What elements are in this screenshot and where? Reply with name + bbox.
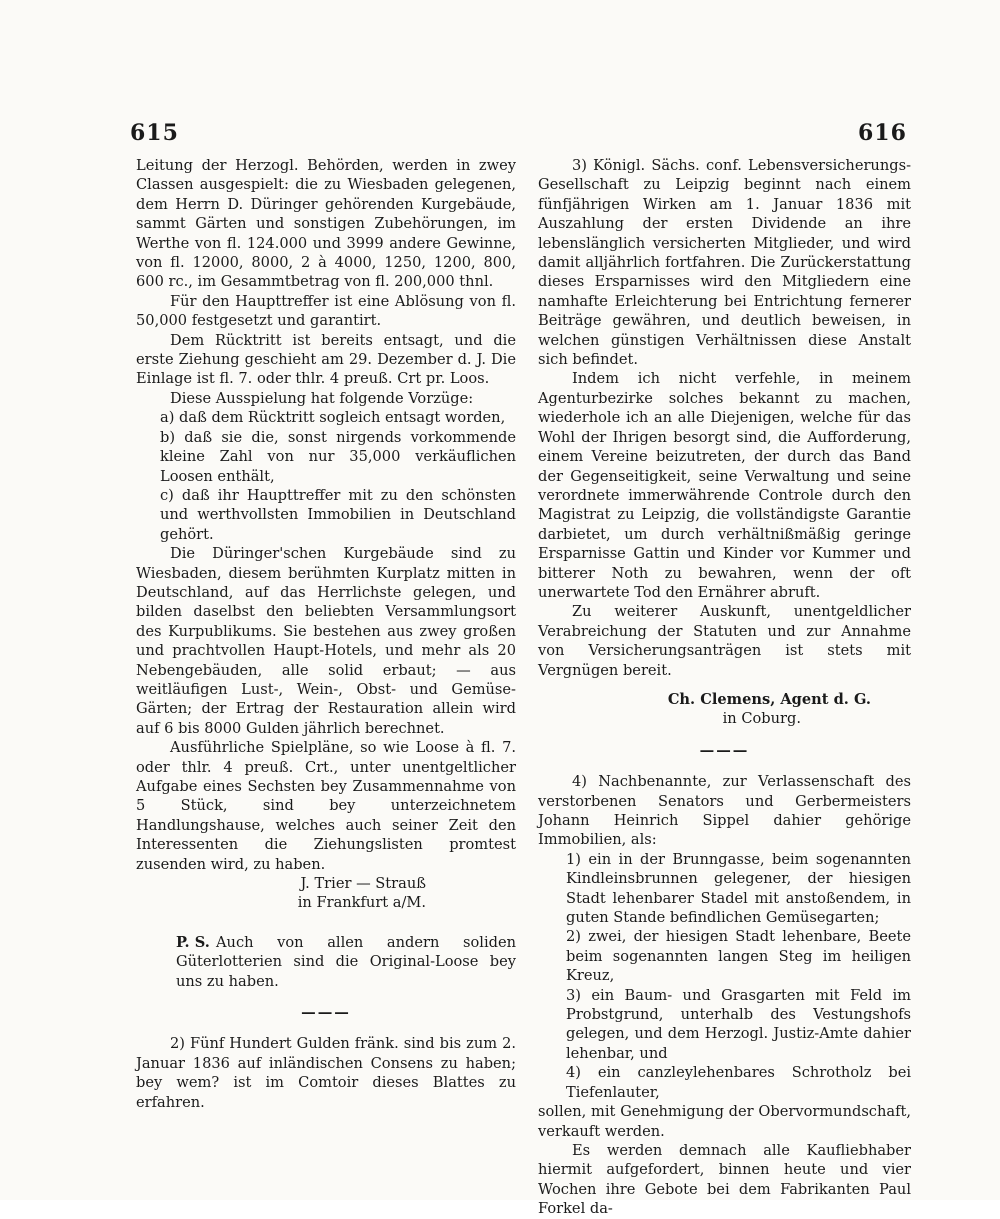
notice-2: 2) Fünf Hundert Gulden fränk. sind bis zum 2. Januar 1836 auf inländischen Consens zu haben; bey wem? ist im Comtoir dieses Blattes zu erfahren. (136, 1035, 516, 1111)
estate-closing: Es werden demnach alle Kaufliebhaber hiermit aufgefordert, binnen heute und vier Wochen ihre Gebote bei dem Fabrikanten Paul Forkel da- (538, 1141, 911, 1218)
postscript (136, 933, 516, 991)
page-number-right: 616 (858, 120, 907, 146)
signature-place: in Coburg. (722, 710, 801, 728)
signature-name: J. Trier — Strauß (300, 875, 426, 893)
lottery-paragraph: Dem Rücktritt ist bereits entsagt, und die erste Ziehung geschieht am 29. Dezember d. J. Die Einlage ist fl. 7. oder thlr. 4 preuß. Crt pr. Loos. (136, 331, 516, 388)
estate-item: 1) ein in der Brunngasse, beim sogenannten Kindleinsbrunnen gelegener, der hiesigen Stadt lehenbarer Stadel mit anstoßendem, in guten Stande befindlichen Gemüsegarten; (566, 850, 911, 927)
postscript-text: Auch von allen andern soliden Güterlotterien sind die Original-Loose bey uns zu haben. (176, 933, 516, 990)
estate-notice-intro: 4) Nachbenannte, zur Verlassenschaft des verstorbenen Senators und Gerbermeisters Johann Heinrich Sippel dahier gehörige Immobilien, als: (538, 773, 911, 849)
left-column (136, 156, 516, 1112)
signature-place: in Frankfurt a/M. (297, 894, 426, 912)
section-divider: ——— (699, 741, 750, 759)
description-paragraph: Die Düringer'schen Kurgebäude sind zu Wiesbaden, diesem berühmten Kurplatz mitten in Deutschland, auf das Herrlichste gelegen, und bilden daselbst den beliebten Versammlungsort des Kurpublikums. Sie bestehen aus zwey großen und prachtvollen Haupt-Hotels, und mehr als 20 Nebengebäuden, alle solid erbaut; — aus weitläufigen Lust-, Wein-, Obst- und Gemüse-Gärten; der Ertrag der Restauration allein wird auf 6 bis 8000 Gulden jährlich berechnet. (136, 545, 516, 737)
lottery-paragraph: Für den Haupttreffer ist eine Ablösung von fl. 50,000 festgesetzt und garantirt. (136, 292, 516, 330)
description-paragraph: Ausführliche Spielpläne, so wie Loose à fl. 7. oder thlr. 4 preuß. Crt., unter unentgeltlicher Aufgabe eines Sechsten bey Zusammennahme von 5 Stück, sind bey unterzeichnetem Handlungshause, welches auch seiner Zeit den Interessenten die Ziehungslisten promtest zusenden wird, zu haben. (136, 739, 516, 873)
estate-item: 4) ein canzleylehenbares Schrotholz bei Tiefenlauter, (566, 1064, 911, 1101)
postscript-label: P. S. (176, 933, 210, 951)
lottery-paragraph: Diese Ausspielung hat folgende Vorzüge: (170, 389, 474, 407)
estate-item: 2) zwei, der hiesigen Stadt lehenbare, Beete beim sogenannten langen Steg im heiligen Kreuz, (566, 928, 911, 985)
section-divider: ——— (301, 1004, 351, 1022)
advantage-item: c) daß ihr Haupttreffer mit zu den schönsten und werthvollsten Immobilien in Deutschland gehört. (160, 486, 516, 543)
estate-item: 3) ein Baum- und Grasgarten mit Feld im Probstgrund, unterhalb des Vestungshofs gelegen, und dem Herzogl. Justiz-Amte dahier lehenbar, und (566, 986, 911, 1062)
estate-closing: sollen, mit Genehmigung der Obervormundschaft, verkauft werden. (538, 1103, 911, 1140)
advantage-item: a) daß dem Rücktritt sogleich entsagt worden, (160, 409, 506, 427)
right-column (538, 156, 911, 1219)
insurance-notice: Zu weiterer Auskunft, unentgeldlicher Verabreichung der Statuten und zur Annahme von Versicherungsanträgen ist stets mit Vergnügen bereit. (538, 603, 911, 679)
signature-name: Ch. Clemens, Agent d. G. (667, 690, 871, 708)
lottery-paragraph: Leitung der Herzogl. Behörden, werden in zwey Classen ausgespielt: die zu Wiesbaden gelegenen, dem Herrn D. Düringer gehörenden Kurgebäude, sammt Gärten und sonstigen Zubehörungen, im Werthe von fl. 124.000 und 3999 andere Gewinne, von fl. 12000, 8000, 2 à 4000, 1250, 1200, 800, 600 rc., im Gesammtbetrag von fl. 200,000 thnl. (136, 157, 516, 291)
insurance-notice: Indem ich nicht verfehle, in meinem Agenturbezirke solches bekannt zu machen, wiederhole ich an alle Diejenigen, welche für das Wohl der Ihrigen besorgt sind, die Aufforderung, einem Vereine beizutreten, der durch das Band der Gegenseitigkeit, seine Verwaltung und seine verordnete immerwährende Controle durch den Magistrat zu Leipzig, die vollständigste Garantie darbietet, um durch verhältnißmäßig geringe Ersparnisse Gattin und Kinder vor Kummer und bitterer Noth zu bewahren, wenn der oft unerwartete Tod den Ernährer abruft. (538, 370, 911, 601)
advantage-item: b) daß sie die, sonst nirgends vorkommende kleine Zahl von nur 35,000 verkäuflichen Loosen enthält, (160, 428, 516, 485)
page-number-left: 615 (130, 120, 179, 146)
insurance-notice: 3) Königl. Sächs. conf. Lebensversicherungs-Gesellschaft zu Leipzig beginnt nach einem fünfjährigen Wirken am 1. Januar 1836 mit Auszahlung der ersten Dividende an ihre lebenslänglich versicherten Mitglieder, und wird damit alljährlich fortfahren. Die Zurückerstattung dieses Ersparnisses wird den Mitgliedern eine namhafte Erleichterung bei Entrichtung fernerer Beiträge gewähren, und deutlich beweisen, in welchen günstigen Verhältnissen diese Anstalt sich befindet. (538, 157, 911, 369)
